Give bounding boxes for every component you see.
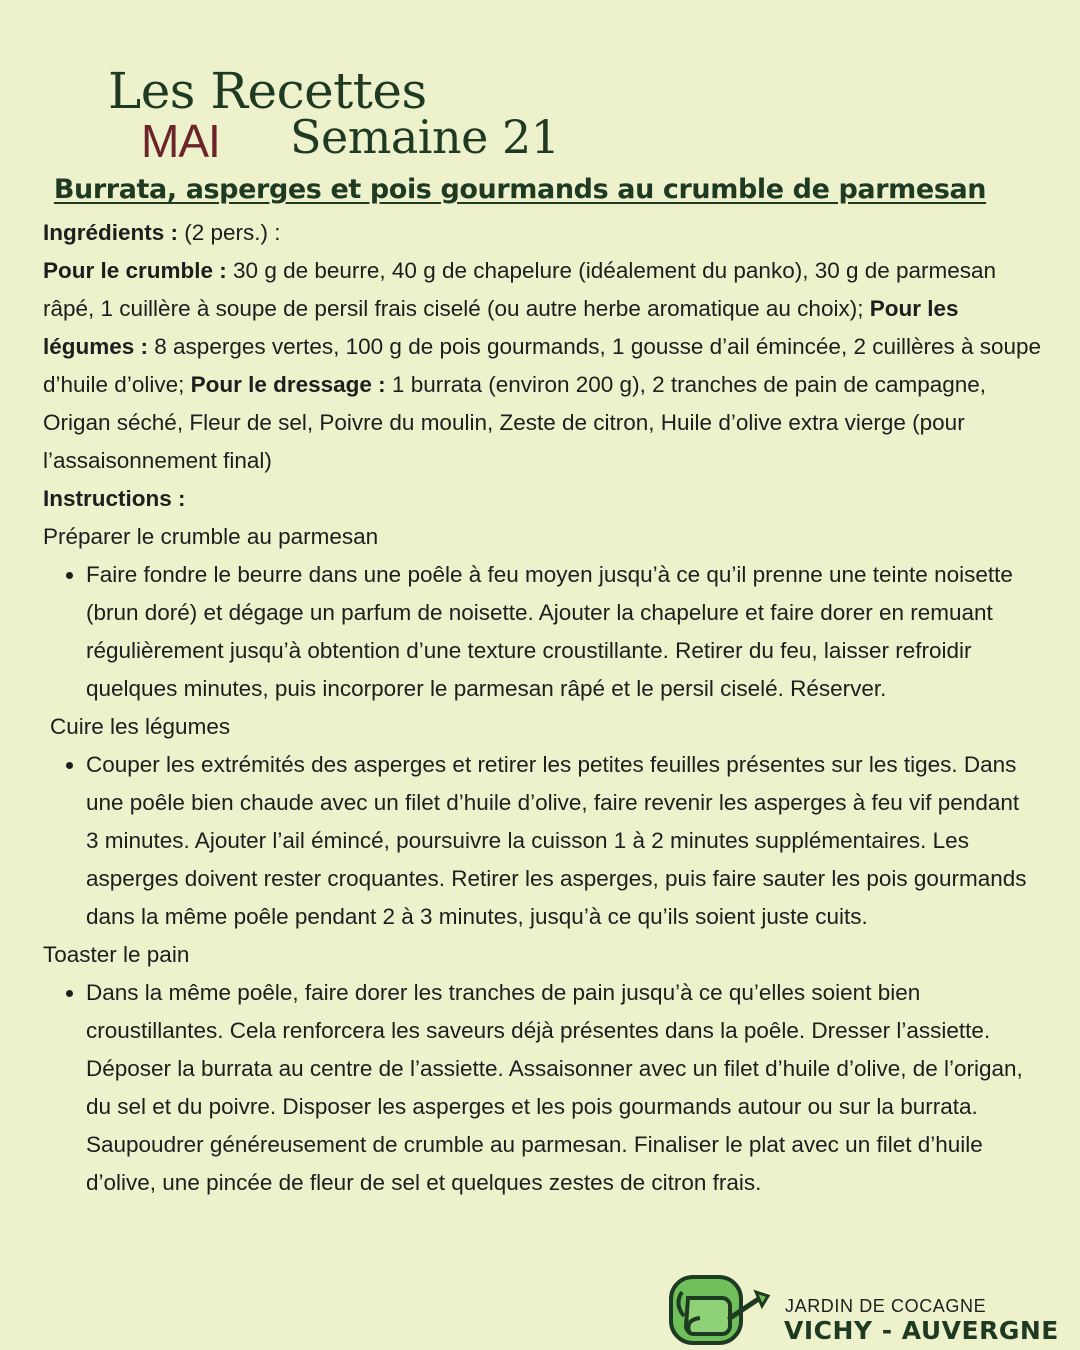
- page-title: Les Recettes: [108, 62, 427, 120]
- week-label: Semaine 21: [290, 110, 560, 164]
- section-title-crumble: Préparer le crumble au parmesan: [43, 524, 379, 549]
- steps-legumes: [43, 746, 1043, 936]
- list-item: Couper les extrémités des asperges et retirer les petites feuilles présentes sur les tiges. Dans une poêle bien chaude avec un filet d’huile d’olive, faire revenir les asperges à feu vif pendant 3 minutes. Ajouter l’ail émincé, poursuivre la cuisson 1 à 2 minutes supplémentaires. Les asperges doivent rester croquantes. Retirer les asperges, puis faire sauter les pois gourmands dans la même poêle pendant 2 à 3 minutes, jusqu’à ce qu’ils soient juste cuits.: [86, 746, 1043, 936]
- legumes-label: Pour les légumes :: [43, 296, 959, 359]
- watering-can-icon: [668, 1272, 778, 1350]
- instructions-label: Instructions :: [43, 486, 186, 511]
- steps-pain: [43, 974, 1043, 1202]
- recipe-content: [43, 214, 1043, 1202]
- header: [0, 0, 1080, 170]
- brand-name-top: JARDIN DE COCAGNE: [785, 1296, 987, 1316]
- brand-logo: [668, 1272, 1080, 1350]
- crumble-label: Pour le crumble :: [43, 258, 227, 283]
- crumble-text: 30 g de beurre, 40 g de chapelure (idéalement du panko), 30 g de parmesan râpé, 1 cuillère à soupe de persil frais ciselé (ou autre herbe aromatique au choix);: [43, 258, 997, 321]
- steps-crumble: [43, 556, 1043, 708]
- recipe-title: Burrata, asperges et pois gourmands au crumble de parmesan: [53, 174, 987, 205]
- month-label: MAI: [141, 115, 220, 167]
- ingredients-label: Ingrédients :: [43, 220, 179, 245]
- instructions-heading: [43, 480, 1043, 518]
- ingredients-list: [43, 252, 1043, 480]
- dressage-label: Pour le dressage :: [190, 372, 386, 397]
- ingredients-heading: [43, 214, 1043, 252]
- list-item: Faire fondre le beurre dans une poêle à feu moyen jusqu’à ce qu’il prenne une teinte noisette (brun doré) et dégage un parfum de noisette. Ajouter la chapelure et faire dorer en remuant régulièrement jusqu’à obtention d’une texture croustillante. Retirer du feu, laisser refroidir quelques minutes, puis incorporer le parmesan râpé et le persil ciselé. Réserver.: [86, 556, 1043, 708]
- section-title-legumes: Cuire les légumes: [50, 714, 231, 739]
- servings: (2 pers.) :: [178, 220, 281, 245]
- section-title-pain: Toaster le pain: [43, 942, 190, 967]
- legumes-text: 8 asperges vertes, 100 g de pois gourmands, 1 gousse d’ail émincée, 2 cuillères à soupe d’huile d’olive;: [43, 334, 1042, 397]
- brand-name-bottom: VICHY - AUVERGNE: [784, 1316, 1059, 1345]
- dressage-text: 1 burrata (environ 200 g), 2 tranches de pain de campagne, Origan séché, Fleur de sel, Poivre du moulin, Zeste de citron, Huile d’olive extra vierge (pour l’assaisonnement final): [43, 372, 987, 473]
- list-item: Dans la même poêle, faire dorer les tranches de pain jusqu’à ce qu’elles soient bien croustillantes. Cela renforcera les saveurs déjà présentes dans la poêle. Dresser l’assiette. Déposer la burrata au centre de l’assiette. Assaisonner avec un filet d’huile d’olive, de l’origan, du sel et du poivre. Disposer les asperges et les pois gourmands autour ou sur la burrata. Saupoudrer généreusement de crumble au parmesan. Finaliser le plat avec un filet d’huile d’olive, une pincée de fleur de sel et quelques zestes de citron frais.: [86, 974, 1043, 1202]
